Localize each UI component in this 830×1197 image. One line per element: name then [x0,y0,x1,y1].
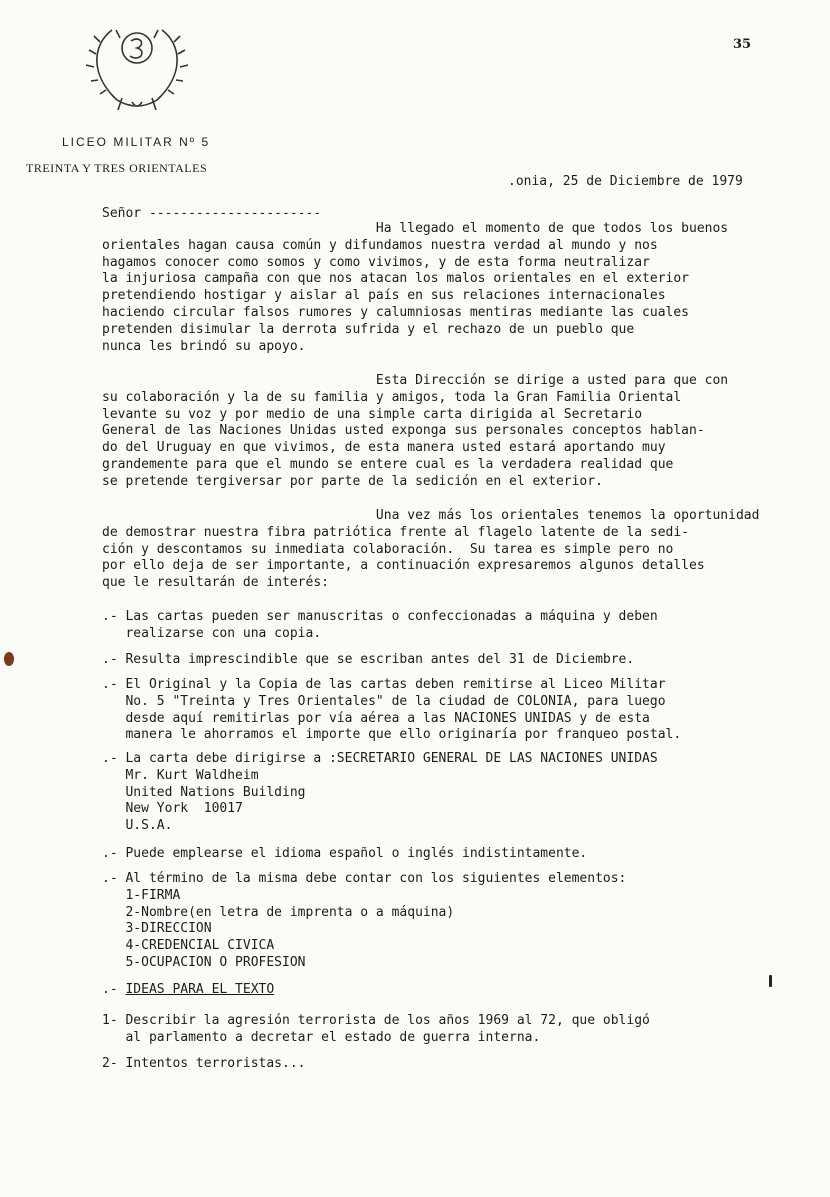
idea-item: 2- Intentos terroristas... [102,1056,306,1071]
bullet-item-address: .- La carta debe dirigirse a :SECRETARIO GENERAL DE LAS NACIONES UNIDAS Mr. Kurt Waldheim United Nations Building New York 10017 U.S.A. [102,751,658,834]
bullet-item: .- Las cartas pueden ser manuscritas o confeccionadas a máquina y deben realizarse con una copia. [102,609,658,641]
ideas-heading-line [102,982,274,999]
school-name-line: LICEO MILITAR Nº 5 [62,135,211,149]
bullet-item: .- El Original y la Copia de las cartas deben remitirse al Liceo Militar No. 5 "Treinta y Tres Orientales" de la ciudad de COLONIA, para luego desde aquí remitirlas por vía aérea a las NACIONES UNIDAS y de esta manera le ahorramos el importe que ello originaría por franqueo postal. [102,677,682,743]
laurel-wreath-emblem-icon [72,20,202,120]
bullet-item: .- Resulta imprescindible que se escriban antes del 31 de Diciembre. [102,652,635,667]
ideas-prefix: .- [102,982,126,997]
salutation: Señor ---------------------- [102,206,322,221]
paragraph-3: Una vez más los orientales tenemos la oportunidad de demostrar nuestra fibra patriótica frente al flagelo latente de la sedi- ción y descontamos su inmediata colaboración. Su tarea es simple pero no por ello deja de ser importante, a continuación expresaremos algunos detalles que le resultarán de interés: [102,508,760,591]
idea-item: 1- Describir la agresión terrorista de los años 1969 al 72, que obligó al parlamento a decretar el estado de guerra interna. [102,1013,650,1045]
dateline: .onia, 25 de Diciembre de 1979 [508,174,743,189]
school-subtitle-line: TREINTA Y TRES ORIENTALES [26,161,208,175]
paragraph-2: Esta Dirección se dirige a usted para que con su colaboración y la de su familia y amigos, toda la Gran Familia Oriental levante su voz y por medio de una simple carta dirigida al Secretario General de las Naciones Unidas usted exponga sus personales conceptos hablan- do del Uruguay en que vivimos, de esta manera usted estará aportando muy grandemente para que el mundo se entere cual es la verdadera realidad que se pretende tergiversar por parte de la sedición en el exterior. [102,373,729,489]
ink-stain [4,652,14,666]
ideas-heading: IDEAS PARA EL TEXTO [125,982,275,997]
page-number: 35 [733,37,752,52]
ink-mark [769,975,772,987]
bullet-item: .- Puede emplearse el idioma español o inglés indistintamente. [102,846,588,861]
bullet-item-required-elements: .- Al término de la misma debe contar con los siguientes elementos: 1-FIRMA 2-Nombre(en letra de imprenta o a máquina) 3-DIRECCION 4-CREDENCIAL CIVICA 5-OCUPACION O PROFESION [102,871,627,970]
paragraph-1: Ha llegado el momento de que todos los buenos orientales hagan causa común y difundamos nuestra verdad al mundo y nos hagamos conocer como somos y como vivimos, y de esta forma neutralizar la injuriosa campaña con que nos atacan los malos orientales en el exterior pretendiendo hostigar y aislar al país en sus relaciones internacionales haciendo circular falsos rumores y calumniosas mentiras mediante las cuales pretenden disimular la derrota sufrida y el rechazo de un pueblo que nunca les brindó su apoyo. [102,221,729,354]
